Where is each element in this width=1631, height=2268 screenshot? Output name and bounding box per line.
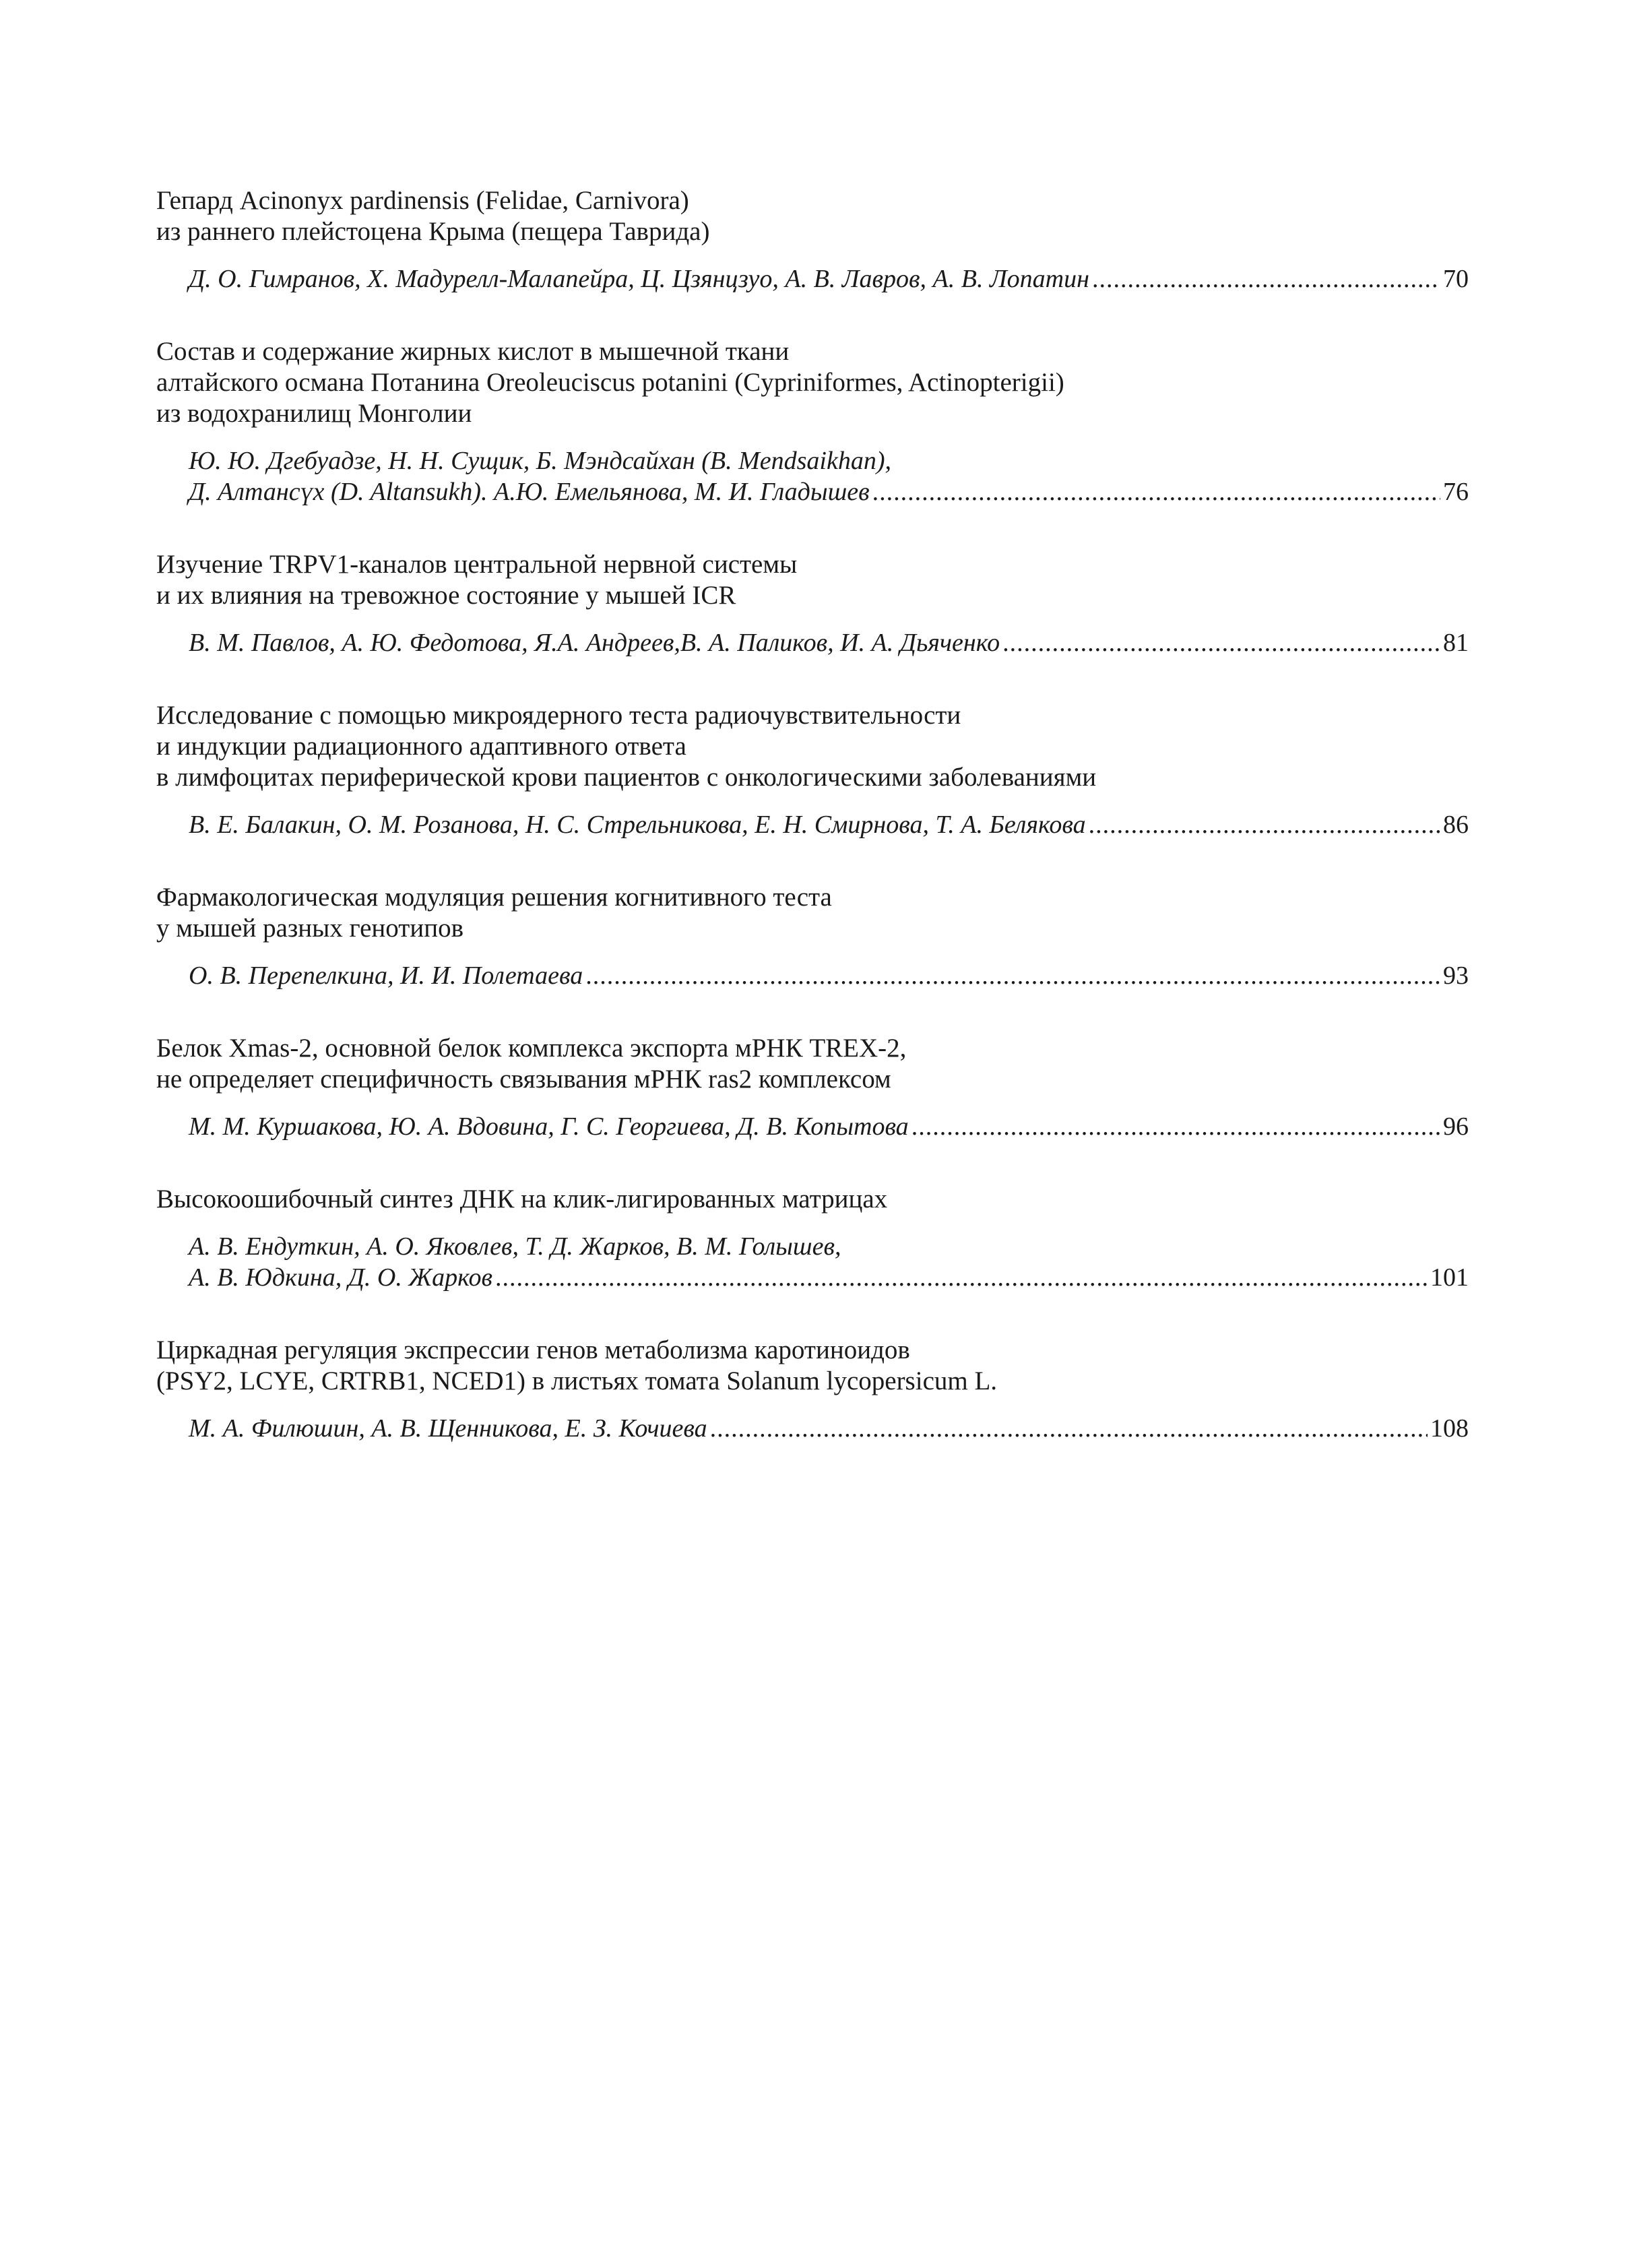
page-number[interactable]: 70 xyxy=(1443,265,1469,293)
page-number[interactable]: 76 xyxy=(1443,478,1469,506)
author-line: А. В. Ендуткин, А. О. Яковлев, Т. Д. Жарков, В. М. Голышев, xyxy=(189,1232,841,1261)
article-title-line: Белок Xmas-2, основной белок комплекса экспорта мРНК TREX-2, xyxy=(156,1034,907,1063)
article-title xyxy=(156,1184,1469,1215)
author-names: Д. Алтансүх (D. Altansukh). А.Ю. Емельянова, М. И. Гладышев xyxy=(189,478,870,506)
author-line-with-page xyxy=(189,1413,1469,1444)
page-number[interactable]: 108 xyxy=(1430,1414,1469,1443)
author-line-with-page xyxy=(189,960,1469,991)
article-title-line: из раннего плейстоцена Крыма (пещера Таврида) xyxy=(156,217,710,246)
article-authors xyxy=(156,627,1469,658)
article-title-line: Фармакологическая модуляция решения когнитивного теста xyxy=(156,883,832,912)
dot-leader xyxy=(1002,627,1440,658)
toc-entry[interactable] xyxy=(156,185,1469,294)
article-title-line: Состав и содержание жирных кислот в мышечной ткани xyxy=(156,337,790,366)
author-line-with-page xyxy=(189,1111,1469,1142)
article-title xyxy=(156,185,1469,247)
toc-entry[interactable] xyxy=(156,336,1469,507)
author-line-with-page xyxy=(189,1262,1469,1293)
dot-leader xyxy=(912,1111,1440,1142)
toc-entry[interactable] xyxy=(156,549,1469,658)
article-title-line: из водохранилищ Монголии xyxy=(156,399,472,428)
author-names: О. В. Перепелкина, И. И. Полетаева xyxy=(189,962,583,990)
author-names: М. М. Куршакова, Ю. А. Вдовина, Г. С. Георгиева, Д. В. Копытова xyxy=(189,1112,909,1141)
article-title-line: не определяет специфичность связывания мРНК ras2 комплексом xyxy=(156,1065,891,1094)
dot-leader xyxy=(872,476,1440,507)
article-title xyxy=(156,1335,1469,1397)
author-names: А. В. Юдкина, Д. О. Жарков xyxy=(189,1263,493,1292)
article-title-line: Гепард Acinonyx pardinensis (Felidae, Carnivora) xyxy=(156,186,689,215)
article-title-line: и индукции радиационного адаптивного ответа xyxy=(156,732,686,761)
author-line-with-page xyxy=(189,627,1469,658)
article-authors xyxy=(156,445,1469,507)
table-of-contents xyxy=(156,185,1469,1486)
dot-leader xyxy=(1089,809,1440,840)
dot-leader xyxy=(495,1262,1428,1293)
article-authors xyxy=(156,263,1469,294)
article-title-line: у мышей разных генотипов xyxy=(156,914,463,943)
dot-leader xyxy=(585,960,1440,991)
article-authors xyxy=(156,1111,1469,1142)
author-names: В. Е. Балакин, О. М. Розанова, Н. С. Стрельникова, Е. Н. Смирнова, Т. А. Белякова xyxy=(189,811,1086,839)
author-names: М. А. Филюшин, А. В. Щенникова, Е. З. Кочиева xyxy=(189,1414,707,1443)
article-title-line: и их влияния на тревожное состояние у мышей ICR xyxy=(156,581,736,610)
article-authors xyxy=(156,1231,1469,1293)
article-authors xyxy=(156,960,1469,991)
article-title-line: Исследование с помощью микроядерного теста радиочувствительности xyxy=(156,701,961,730)
page-number[interactable]: 93 xyxy=(1443,962,1469,990)
dot-leader xyxy=(1092,263,1440,294)
page-number[interactable]: 101 xyxy=(1430,1263,1469,1292)
page-number[interactable]: 81 xyxy=(1443,629,1469,657)
author-line-with-page xyxy=(189,476,1469,507)
article-title xyxy=(156,882,1469,944)
author-names: В. М. Павлов, А. Ю. Федотова, Я.А. Андреев,В. А. Паликов, И. А. Дьяченко xyxy=(189,629,1000,657)
toc-entry[interactable] xyxy=(156,1335,1469,1444)
page-number[interactable]: 86 xyxy=(1443,811,1469,839)
article-title xyxy=(156,700,1469,793)
article-title-line: Высокоошибочный синтез ДНК на клик-лигированных матрицах xyxy=(156,1185,888,1214)
article-title-line: Циркадная регуляция экспрессии генов метаболизма каротиноидов xyxy=(156,1335,910,1364)
dot-leader xyxy=(710,1413,1428,1444)
author-names: Д. О. Гимранов, Х. Мадурелл-Малапейра, Ц. Цзянцзуо, А. В. Лавров, А. В. Лопатин xyxy=(189,265,1089,293)
author-line: Ю. Ю. Дгебуадзе, Н. Н. Сущик, Б. Мэндсайхан (B. Mendsaikhan), xyxy=(189,447,892,475)
article-title-line: (PSY2, LCYE, CRTRB1, NCED1) в листьях томата Solanum lycopersicum L. xyxy=(156,1366,998,1395)
article-title xyxy=(156,1033,1469,1095)
author-line-with-page xyxy=(189,809,1469,840)
toc-entry[interactable] xyxy=(156,700,1469,840)
article-title xyxy=(156,336,1469,429)
toc-entry[interactable] xyxy=(156,882,1469,991)
article-title-line: алтайского османа Потанина Oreoleuciscus potanini (Cypriniformes, Actinopterigii) xyxy=(156,368,1064,397)
page-number[interactable]: 96 xyxy=(1443,1112,1469,1141)
article-authors xyxy=(156,1413,1469,1444)
toc-entry[interactable] xyxy=(156,1033,1469,1142)
article-authors xyxy=(156,809,1469,840)
toc-entry[interactable] xyxy=(156,1184,1469,1293)
article-title-line: в лимфоцитах периферической крови пациентов с онкологическими заболеваниями xyxy=(156,763,1097,792)
article-title xyxy=(156,549,1469,611)
article-title-line: Изучение TRPV1-каналов центральной нервной системы xyxy=(156,550,798,579)
author-line-with-page xyxy=(189,263,1469,294)
